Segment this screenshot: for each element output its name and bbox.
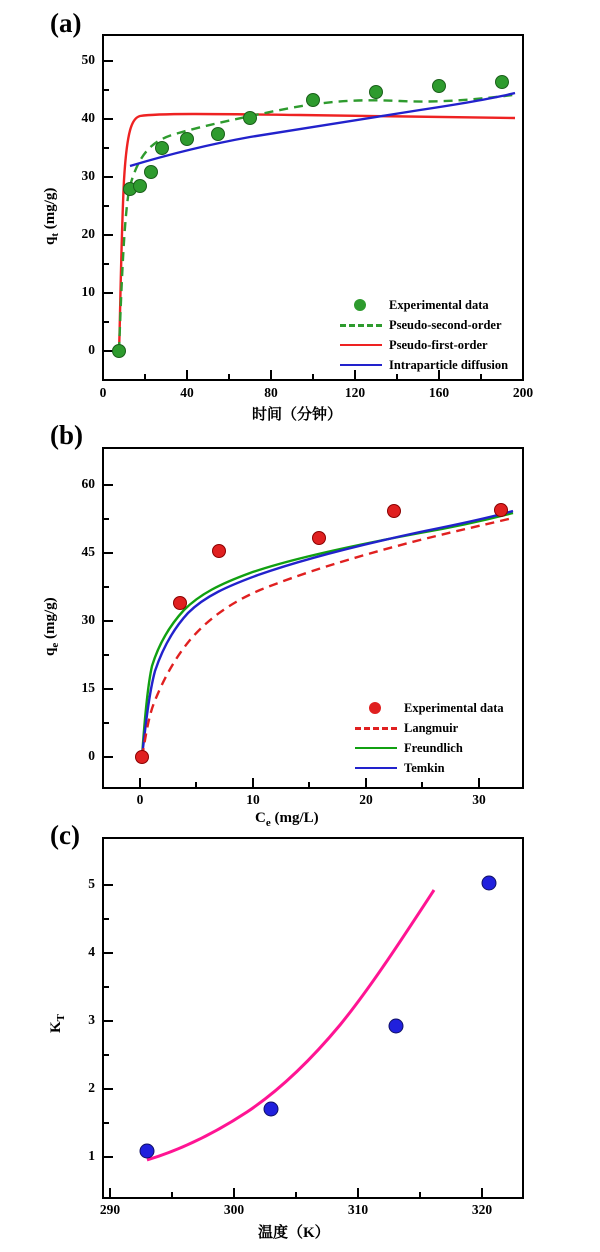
legend-solid-line-icon	[340, 338, 382, 352]
yaxis-title-c-main: K	[48, 1021, 64, 1033]
ytick-a-4: 40	[81, 110, 95, 125]
yaxis-title-a	[42, 188, 61, 245]
legend-a-row-3	[340, 355, 508, 375]
legend-dashed-line-icon	[340, 318, 382, 332]
ytick-b-1: 15	[81, 680, 95, 695]
legend-b-label-3: Temkin	[404, 760, 445, 775]
legend-a-label-1: Pseudo-second-order	[389, 317, 502, 332]
ytick-c-4: 5	[88, 876, 95, 891]
legend-b-row-1	[355, 718, 504, 738]
xaxis-title-b-unit: (mg/L)	[270, 810, 319, 826]
xtick-c-2: 310	[347, 1202, 369, 1217]
xtick-b-3: 30	[472, 792, 486, 807]
panel-c	[0, 818, 600, 1252]
legend-solid-line-icon	[355, 741, 397, 755]
ytick-a-1: 10	[81, 284, 95, 299]
legend-b-row-3	[355, 758, 504, 778]
xtick-a-4: 160	[428, 385, 450, 400]
legend-solid-line-icon	[340, 358, 382, 372]
yaxis-title-b-main: q	[42, 647, 58, 656]
legend-b-row-2	[355, 738, 504, 758]
legend-a-label-2: Pseudo-first-order	[389, 337, 488, 352]
legend-b-label-1: Langmuir	[404, 720, 459, 735]
xaxis-title-b-sub: e	[265, 817, 271, 829]
xaxis-title-a: 时间（分钟）	[252, 407, 343, 423]
legend-b-label-2: Freundlich	[404, 740, 463, 755]
panel-c-label: (c)	[50, 820, 80, 850]
xtick-c-0: 290	[99, 1202, 121, 1217]
ytick-b-0: 0	[88, 748, 95, 763]
ytick-a-2: 20	[81, 226, 95, 241]
xtick-a-1: 40	[180, 385, 194, 400]
yaxis-title-b-unit: (mg/g)	[42, 597, 58, 643]
ytick-b-3: 45	[81, 544, 95, 559]
legend-a	[340, 295, 508, 375]
ytick-c-2: 3	[88, 1012, 95, 1027]
xtick-c-1: 300	[223, 1202, 245, 1217]
legend-a-label-0: Experimental data	[389, 297, 489, 312]
legend-marker-icon	[355, 701, 397, 715]
legend-b	[355, 698, 504, 778]
panel-a	[0, 0, 600, 430]
yaxis-title-a-sub: t	[49, 232, 61, 237]
xtick-b-1: 10	[246, 792, 260, 807]
legend-dashed-line-icon	[355, 721, 397, 735]
xtick-c-3: 320	[471, 1202, 493, 1217]
xtick-a-2: 80	[264, 385, 278, 400]
ytick-a-0: 0	[88, 342, 95, 357]
xtick-b-2: 20	[359, 792, 373, 807]
legend-a-row-1	[340, 315, 508, 335]
legend-marker-icon	[340, 298, 382, 312]
data-markers-c	[140, 876, 496, 1158]
xtick-b-0: 0	[136, 792, 144, 807]
legend-a-label-3: Intraparticle diffusion	[389, 357, 509, 372]
yaxis-title-a-unit: (mg/g)	[42, 187, 58, 233]
ytick-c-0: 1	[88, 1148, 95, 1163]
yaxis-title-c-sub: T	[55, 1013, 67, 1022]
legend-b-row-0	[355, 698, 504, 718]
xtick-a-5: 200	[512, 385, 534, 400]
panel-b	[0, 418, 600, 828]
xaxis-title-b-main: C	[255, 810, 266, 826]
panel-b-label: (b)	[50, 420, 83, 450]
xtick-a-0: 0	[99, 385, 107, 400]
ytick-b-4: 60	[81, 476, 95, 491]
legend-solid-line-icon	[355, 761, 397, 775]
panel-a-label: (a)	[50, 8, 82, 38]
yaxis-title-b-sub: e	[49, 642, 61, 648]
ytick-a-5: 50	[81, 52, 95, 67]
legend-b-label-0: Experimental data	[404, 700, 504, 715]
yaxis-title-b	[42, 597, 61, 656]
ytick-b-2: 30	[81, 612, 95, 627]
ytick-c-1: 2	[88, 1080, 95, 1095]
ytick-c-3: 4	[88, 944, 95, 959]
xtick-a-3: 120	[344, 385, 366, 400]
xaxis-title-c: 温度（K）	[258, 1225, 330, 1241]
legend-a-row-0	[340, 295, 508, 315]
yaxis-title-a-main: q	[42, 236, 58, 245]
yaxis-title-c	[48, 1014, 67, 1033]
legend-a-row-2	[340, 335, 508, 355]
ytick-a-3: 30	[81, 168, 95, 183]
